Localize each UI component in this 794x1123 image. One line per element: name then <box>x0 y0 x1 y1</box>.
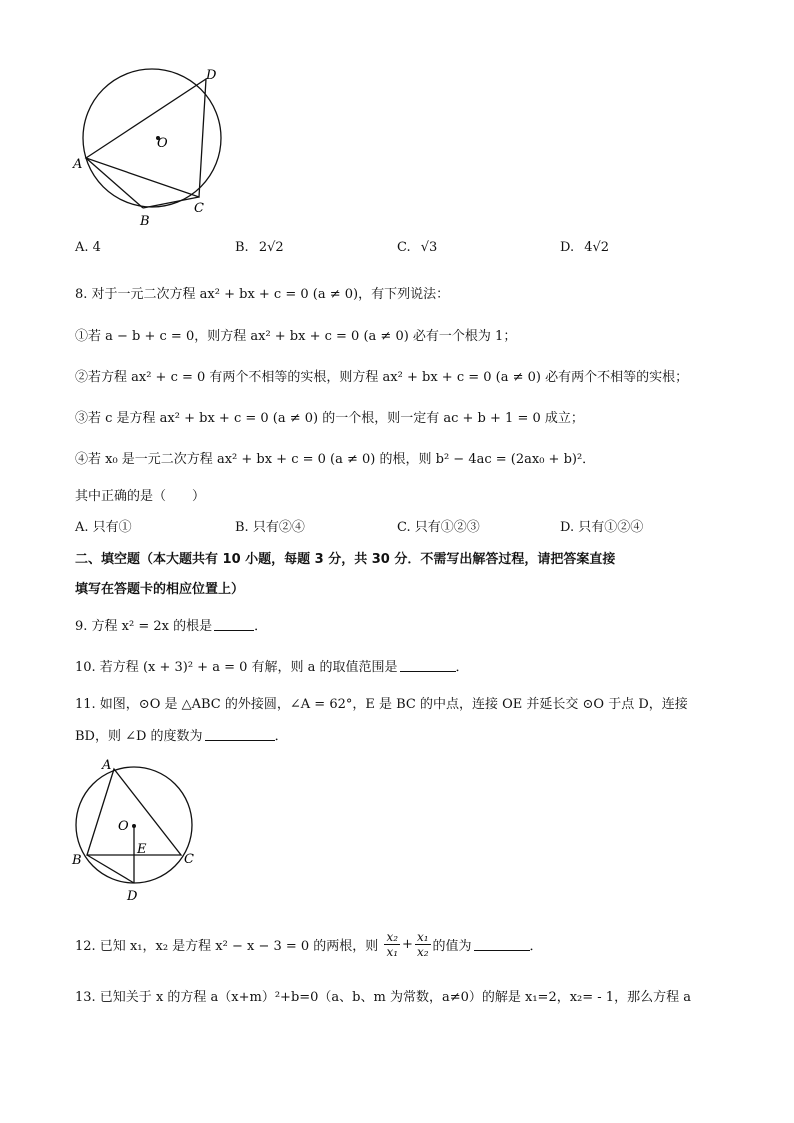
q7-option-c-value: √3 <box>420 240 438 255</box>
q9 <box>75 615 267 634</box>
q7-option-b-label: B. <box>235 240 249 255</box>
q10 <box>75 656 469 675</box>
label-c: C <box>184 852 194 867</box>
q13: 13. 已知关于 x 的方程 a（x+m）²+b=0（a、b、m 为常数，a≠0）的解是 x₁=2，x₂= - 1，那么方程 a <box>75 990 691 1005</box>
q7-option-d-label: D. <box>560 240 575 255</box>
q11-end: ． <box>274 729 288 744</box>
q8-option-a: A. 只有① <box>75 520 132 535</box>
q9-end: ． <box>254 619 268 634</box>
section-heading-line1: 二、填空题（本大题共有 10 小题，每题 3 分，共 30 分．不需写出解答过程，请把答案直接 <box>75 552 616 567</box>
q10-end: ． <box>455 660 469 675</box>
q12-fraction-1-denominator: x₁ <box>386 945 399 959</box>
label-d: D <box>127 889 138 904</box>
circle-o <box>83 69 221 207</box>
q10-text: 10. 若方程 (x + 3)² + a = 0 有解，则 a 的取值范围是 <box>75 660 398 675</box>
section-heading-line2: 填写在答题卡的相应位置上） <box>75 582 245 597</box>
q12-fraction-1 <box>384 930 400 959</box>
q7-option-d <box>560 240 609 255</box>
q8-statement-4: ④若 x₀ 是一元二次方程 ax² + bx + c = 0 (a ≠ 0) 的根，则 b² − 4ac = (2ax₀ + b)²． <box>75 452 596 467</box>
segment-bd <box>87 855 134 883</box>
q9-text: 9. 方程 x² = 2x 的根是 <box>75 619 213 634</box>
q8-statement-1: ①若 a − b + c = 0，则方程 ax² + bx + c = 0 (a ≠ 0) 必有一个根为 1； <box>75 329 517 344</box>
q7-option-b-value: 2√2 <box>258 240 284 255</box>
q8-statement-3: ③若 c 是方程 ax² + bx + c = 0 (a ≠ 0) 的一个根，则一定有 ac + b + 1 = 0 成立； <box>75 411 584 426</box>
label-e: E <box>137 842 147 857</box>
q12-fraction-1-numerator: x₂ <box>386 930 399 944</box>
q7-option-c <box>397 240 437 255</box>
label-o: O <box>157 136 168 151</box>
q11-text: BD，则 ∠D 的度数为 <box>75 729 203 744</box>
q12-fraction-2-numerator: x₁ <box>416 930 429 944</box>
q12-answer-blank[interactable] <box>474 938 530 951</box>
q12-post: 的值为 <box>432 939 472 954</box>
segment-bc <box>143 197 199 208</box>
label-b: B <box>72 853 82 868</box>
q12-end: ． <box>529 939 543 954</box>
center-dot <box>132 824 136 828</box>
q11-line1: 11. 如图，⊙O 是 △ABC 的外接圆，∠A = 62°，E 是 BC 的中点，连接 OE 并延长交 ⊙O 于点 D，连接 <box>75 697 688 712</box>
label-b: B <box>140 214 150 229</box>
label-a: A <box>102 758 112 773</box>
segment-ab <box>86 158 143 208</box>
q9-answer-blank[interactable] <box>214 618 254 631</box>
q12 <box>75 930 543 959</box>
q7-option-d-value: 4√2 <box>584 240 610 255</box>
triangle-adc <box>86 79 206 197</box>
q7-option-a: A. 4 <box>75 240 101 255</box>
q8-option-d: D. 只有①②④ <box>560 520 644 535</box>
q11-circle-figure <box>68 755 203 905</box>
q8-option-b: B. 只有②④ <box>235 520 305 535</box>
q8-stem: 8. 对于一元二次方程 ax² + bx + c = 0 (a ≠ 0)，有下列说法： <box>75 287 450 302</box>
q12-plus: + <box>402 937 413 952</box>
q10-answer-blank[interactable] <box>400 659 456 672</box>
q8-question: 其中正确的是（ ） <box>75 489 206 504</box>
q8-option-c: C. 只有①②③ <box>397 520 480 535</box>
q12-fraction-2-denominator: x₂ <box>416 945 429 959</box>
q11-line2 <box>75 725 288 744</box>
label-c: C <box>194 201 204 216</box>
q7-option-c-label: C. <box>397 240 411 255</box>
q7-circle-figure <box>70 55 240 230</box>
q11-answer-blank[interactable] <box>205 728 275 741</box>
q7-option-b <box>235 240 284 255</box>
q12-fraction-2 <box>415 930 431 959</box>
q8-statement-2: ②若方程 ax² + c = 0 有两个不相等的实根，则方程 ax² + bx + c = 0 (a ≠ 0) 必有两个不相等的实根； <box>75 370 689 385</box>
q12-pre: 12. 已知 x₁，x₂ 是方程 x² − x − 3 = 0 的两根，则 <box>75 939 379 954</box>
label-a: A <box>73 157 83 172</box>
label-o: O <box>118 819 129 834</box>
label-d: D <box>206 68 217 83</box>
